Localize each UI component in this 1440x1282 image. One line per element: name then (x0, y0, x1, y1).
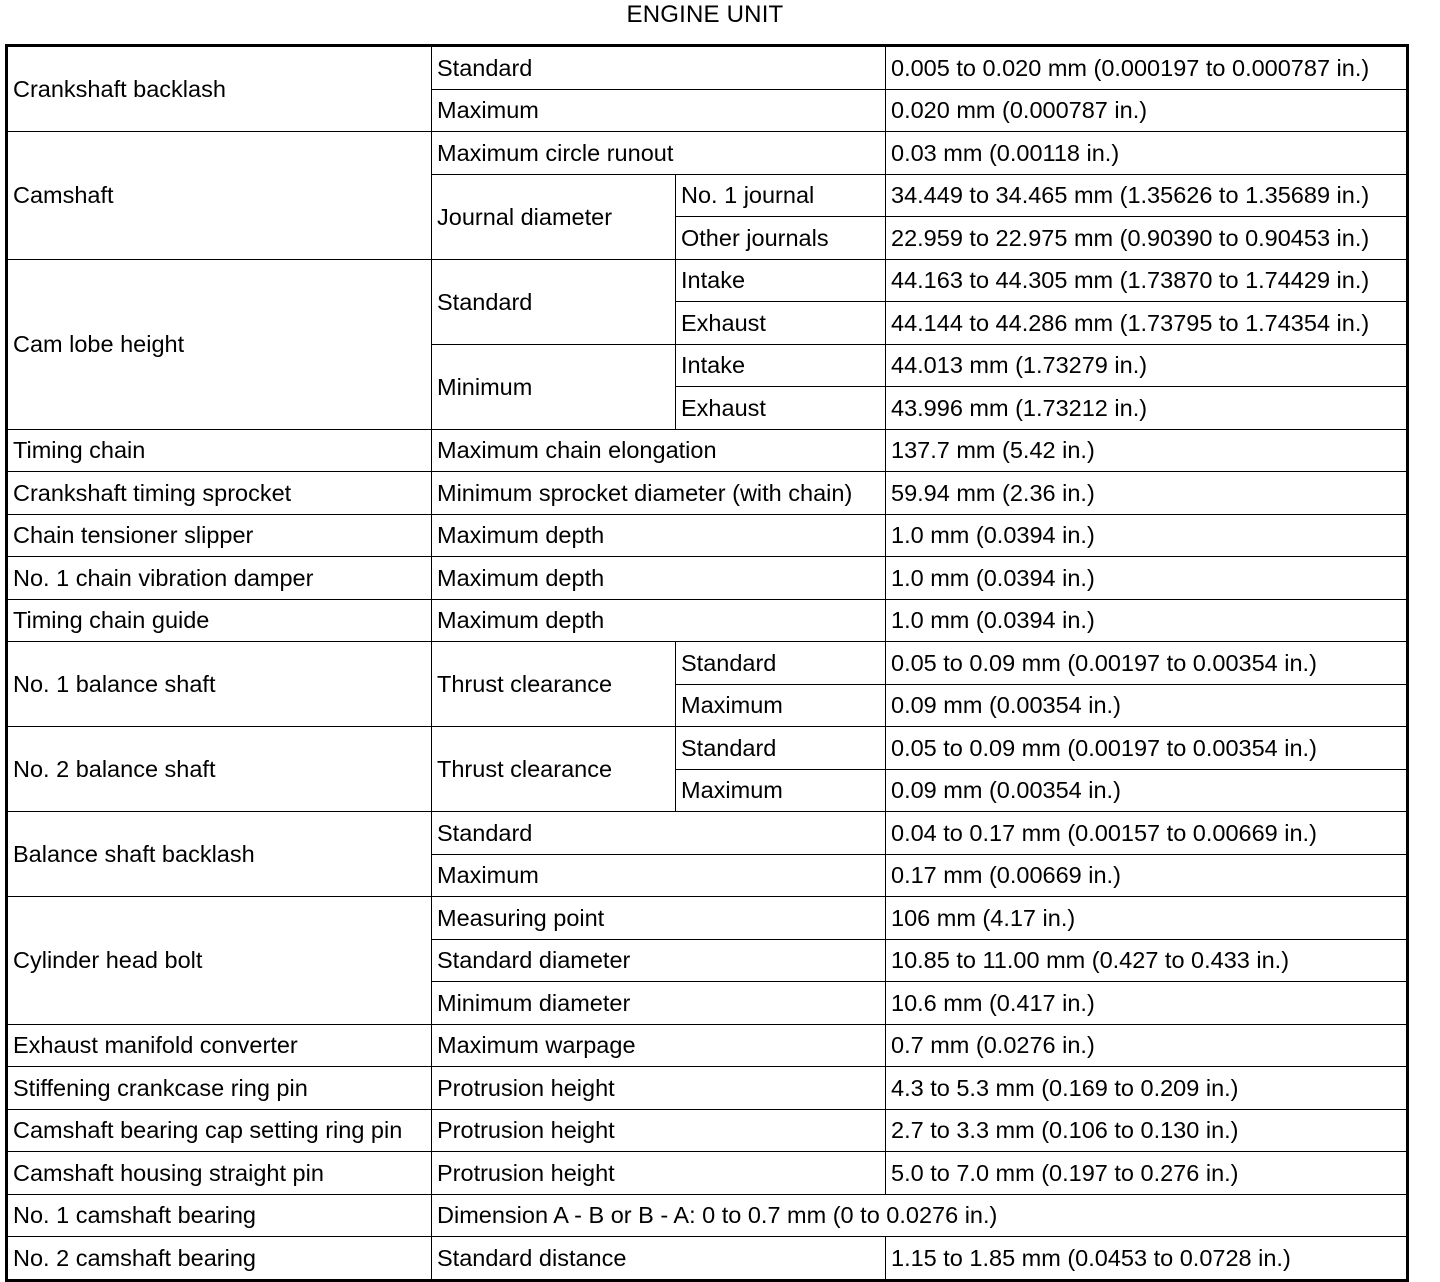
table-row (7, 1194, 1408, 1237)
item-cell: Journal diameter (432, 174, 676, 259)
value-cell: 44.013 mm (1.73279 in.) (886, 344, 1408, 387)
engine-unit-spec-table (5, 44, 1409, 1282)
sub-item-cell: Maximum (676, 684, 886, 727)
component-cell: Exhaust manifold converter (7, 1024, 432, 1067)
item-cell: Maximum (432, 89, 886, 132)
table-row (7, 727, 1408, 770)
value-cell: 1.15 to 1.85 mm (0.0453 to 0.0728 in.) (886, 1237, 1408, 1281)
sub-item-cell: No. 1 journal (676, 174, 886, 217)
item-cell: Minimum sprocket diameter (with chain) (432, 472, 886, 515)
component-cell: No. 2 camshaft bearing (7, 1237, 432, 1281)
component-cell: Camshaft housing straight pin (7, 1152, 432, 1195)
component-cell: Timing chain (7, 429, 432, 472)
item-cell: Standard (432, 259, 676, 344)
value-cell: 44.144 to 44.286 mm (1.73795 to 1.74354 in.) (886, 302, 1408, 345)
item-cell: Standard diameter (432, 939, 886, 982)
component-cell: No. 2 balance shaft (7, 727, 432, 812)
value-cell: 0.005 to 0.020 mm (0.000197 to 0.000787 in.) (886, 46, 1408, 90)
item-cell: Protrusion height (432, 1152, 886, 1195)
value-cell: 1.0 mm (0.0394 in.) (886, 557, 1408, 600)
value-cell: 0.09 mm (0.00354 in.) (886, 684, 1408, 727)
table-row (7, 1237, 1408, 1281)
component-cell: Camshaft (7, 132, 432, 260)
sub-item-cell: Intake (676, 344, 886, 387)
value-cell: 0.020 mm (0.000787 in.) (886, 89, 1408, 132)
item-cell: Thrust clearance (432, 727, 676, 812)
component-cell: Stiffening crankcase ring pin (7, 1067, 432, 1110)
item-cell: Protrusion height (432, 1109, 886, 1152)
item-cell: Thrust clearance (432, 642, 676, 727)
value-cell: 0.17 mm (0.00669 in.) (886, 854, 1408, 897)
value-cell: 0.05 to 0.09 mm (0.00197 to 0.00354 in.) (886, 642, 1408, 685)
table-row (7, 132, 1408, 175)
component-cell: Cam lobe height (7, 259, 432, 429)
sub-item-cell: Standard (676, 727, 886, 770)
value-cell: 44.163 to 44.305 mm (1.73870 to 1.74429 in.) (886, 259, 1408, 302)
value-cell: 0.03 mm (0.00118 in.) (886, 132, 1408, 175)
item-cell: Minimum (432, 344, 676, 429)
item-cell: Standard distance (432, 1237, 886, 1281)
component-cell: No. 1 chain vibration damper (7, 557, 432, 600)
component-cell: No. 1 camshaft bearing (7, 1194, 432, 1237)
table-row (7, 514, 1408, 557)
value-cell: 1.0 mm (0.0394 in.) (886, 599, 1408, 642)
item-cell: Dimension A - B or B - A: 0 to 0.7 mm (0 to 0.0276 in.) (432, 1194, 1408, 1237)
table-row (7, 1024, 1408, 1067)
value-cell: 22.959 to 22.975 mm (0.90390 to 0.90453 in.) (886, 217, 1408, 260)
table-row (7, 812, 1408, 855)
table-row (7, 472, 1408, 515)
sub-item-cell: Exhaust (676, 302, 886, 345)
sub-item-cell: Maximum (676, 769, 886, 812)
value-cell: 0.05 to 0.09 mm (0.00197 to 0.00354 in.) (886, 727, 1408, 770)
value-cell: 34.449 to 34.465 mm (1.35626 to 1.35689 in.) (886, 174, 1408, 217)
item-cell: Maximum circle runout (432, 132, 886, 175)
item-cell: Maximum depth (432, 557, 886, 600)
component-cell: Crankshaft backlash (7, 46, 432, 132)
component-cell: Chain tensioner slipper (7, 514, 432, 557)
table-row (7, 1109, 1408, 1152)
value-cell: 10.6 mm (0.417 in.) (886, 982, 1408, 1025)
value-cell: 59.94 mm (2.36 in.) (886, 472, 1408, 515)
sub-item-cell: Standard (676, 642, 886, 685)
sub-item-cell: Intake (676, 259, 886, 302)
component-cell: Crankshaft timing sprocket (7, 472, 432, 515)
component-cell: Balance shaft backlash (7, 812, 432, 897)
item-cell: Minimum diameter (432, 982, 886, 1025)
value-cell: 137.7 mm (5.42 in.) (886, 429, 1408, 472)
page-title: ENGINE UNIT (626, 1, 784, 28)
table-row (7, 599, 1408, 642)
value-cell: 106 mm (4.17 in.) (886, 897, 1408, 940)
table-row (7, 259, 1408, 302)
table-row (7, 46, 1408, 90)
value-cell: 0.04 to 0.17 mm (0.00157 to 0.00669 in.) (886, 812, 1408, 855)
sub-item-cell: Exhaust (676, 387, 886, 430)
item-cell: Maximum depth (432, 599, 886, 642)
value-cell: 0.7 mm (0.0276 in.) (886, 1024, 1408, 1067)
item-cell: Standard (432, 812, 886, 855)
item-cell: Maximum depth (432, 514, 886, 557)
component-cell: Timing chain guide (7, 599, 432, 642)
sub-item-cell: Other journals (676, 217, 886, 260)
value-cell: 43.996 mm (1.73212 in.) (886, 387, 1408, 430)
item-cell: Maximum warpage (432, 1024, 886, 1067)
table-row (7, 1152, 1408, 1195)
table-row (7, 557, 1408, 600)
item-cell: Protrusion height (432, 1067, 886, 1110)
component-cell: Camshaft bearing cap setting ring pin (7, 1109, 432, 1152)
item-cell: Measuring point (432, 897, 886, 940)
item-cell: Maximum chain elongation (432, 429, 886, 472)
table-row (7, 897, 1408, 940)
item-cell: Standard (432, 46, 886, 90)
table-row (7, 1067, 1408, 1110)
item-cell: Maximum (432, 854, 886, 897)
value-cell: 2.7 to 3.3 mm (0.106 to 0.130 in.) (886, 1109, 1408, 1152)
value-cell: 5.0 to 7.0 mm (0.197 to 0.276 in.) (886, 1152, 1408, 1195)
value-cell: 1.0 mm (0.0394 in.) (886, 514, 1408, 557)
table-row (7, 429, 1408, 472)
value-cell: 10.85 to 11.00 mm (0.427 to 0.433 in.) (886, 939, 1408, 982)
component-cell: No. 1 balance shaft (7, 642, 432, 727)
value-cell: 0.09 mm (0.00354 in.) (886, 769, 1408, 812)
value-cell: 4.3 to 5.3 mm (0.169 to 0.209 in.) (886, 1067, 1408, 1110)
component-cell: Cylinder head bolt (7, 897, 432, 1025)
table-row (7, 642, 1408, 685)
